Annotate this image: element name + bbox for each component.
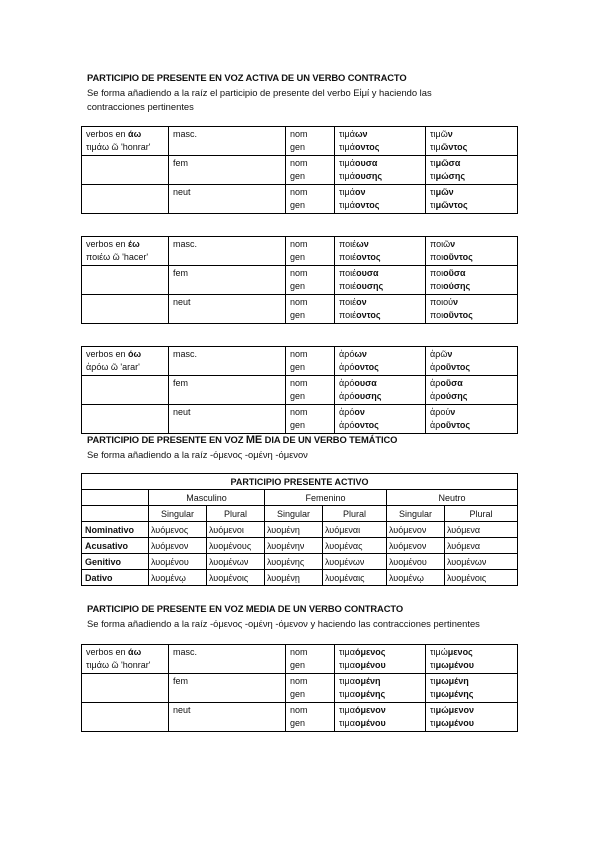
cell-text: gen <box>290 689 306 699</box>
cell-text: τι <box>430 171 436 181</box>
cell-text: ἀρό <box>339 378 355 388</box>
number-header: Plural <box>323 506 387 522</box>
description-line: Se forma añadiendo a la raíz el participio de presente del verbo Εἰμί y haciendo las <box>87 87 432 98</box>
gender-cell <box>169 347 286 376</box>
cell-text: τιμά <box>339 142 355 152</box>
number-header: Singular <box>149 506 207 522</box>
table-row <box>82 405 518 434</box>
contracted-cell <box>426 405 518 434</box>
cell-text: ποι <box>430 310 444 320</box>
cell-text: οντος <box>354 142 380 152</box>
contracted-cell <box>426 295 518 324</box>
cell-text: όμενος <box>354 647 386 657</box>
section-heading-middle-thematic: PARTICIPIO DE PRESENTE EN VOZ ME DIA DE UN VERBO TEMÁTICO <box>87 434 398 446</box>
cell-text: τι <box>430 200 436 210</box>
contracted-cell <box>426 156 518 185</box>
gender-cell <box>169 295 286 324</box>
form-cell: λυόμενοι <box>207 522 265 538</box>
cell-text: μωμένου <box>435 718 474 728</box>
cell-text: gen <box>290 200 306 210</box>
form-cell: λυομένῃ <box>265 570 323 586</box>
case-cell <box>286 405 335 434</box>
cell-text: masc. <box>173 129 198 139</box>
case-row-nominativo <box>82 522 518 538</box>
cell-text: nom <box>290 407 308 417</box>
cell-text: ούσης <box>443 281 471 291</box>
empty-cell <box>82 703 169 732</box>
cell-text: ποιέ <box>339 239 357 249</box>
case-cell <box>286 674 335 703</box>
cell-text: ουσης <box>354 391 382 401</box>
cell-text: ποιέ <box>339 281 357 291</box>
section-description-middle-contract: Se forma añadiendo a la raíz -όμενος -ομένη -όμενον y haciendo las contracciones pertinentes <box>87 618 480 629</box>
empty-cell <box>82 490 149 506</box>
cell-text: fem <box>173 378 189 388</box>
cell-text: τιμά <box>339 129 355 139</box>
empty-cell <box>82 376 169 405</box>
cell-text: τιμ <box>430 142 441 152</box>
empty-cell <box>82 266 169 295</box>
cell-text: gen <box>290 660 306 670</box>
cell-text: μωμένης <box>435 689 474 699</box>
cell-text: τιμώ <box>430 647 448 657</box>
cell-text: nom <box>290 676 308 686</box>
form-cell: λυομένην <box>265 538 323 554</box>
table-row <box>82 703 518 732</box>
contracted-cell <box>426 376 518 405</box>
number-header: Singular <box>387 506 445 522</box>
form-cell: λυόμενα <box>445 538 518 554</box>
form-cell: λυόμενον <box>387 538 445 554</box>
uncontracted-cell <box>335 237 426 266</box>
cell-text: ν <box>447 129 453 139</box>
verb-class-label <box>86 646 168 659</box>
cell-text: τιμά <box>339 171 355 181</box>
case-label: Nominativo <box>82 522 149 538</box>
cell-text: masc. <box>173 239 198 249</box>
cell-text: nom <box>290 268 308 278</box>
cell-text: τι <box>430 705 436 715</box>
cell-text: fem <box>173 268 189 278</box>
contracted-cell <box>426 185 518 214</box>
cell-text: τι <box>430 676 436 686</box>
form-cell: λυόμενον <box>149 538 207 554</box>
cell-text: τιμα <box>339 660 355 670</box>
verb-class-label <box>86 238 168 251</box>
cell-text: ων <box>356 239 369 249</box>
cell-text: verbos en <box>86 239 129 249</box>
table-row <box>82 645 518 674</box>
cell-text: nom <box>290 239 308 249</box>
uncontracted-cell <box>335 266 426 295</box>
gender-cell <box>169 156 286 185</box>
gender-cell <box>169 376 286 405</box>
verb-class-cell <box>82 237 169 266</box>
cell-text: τιμῶ <box>430 129 448 139</box>
cell-text: ἀρό <box>339 407 355 417</box>
cell-text: ομένου <box>354 718 386 728</box>
empty-cell <box>82 405 169 434</box>
form-cell: λυόμενον <box>387 522 445 538</box>
number-header: Plural <box>207 506 265 522</box>
cell-text: nom <box>290 129 308 139</box>
gender-cell <box>169 405 286 434</box>
contracted-cell <box>426 703 518 732</box>
number-header-row <box>82 506 518 522</box>
form-cell: λυομένοις <box>445 570 518 586</box>
cell-text: ον <box>354 187 366 197</box>
cell-text: τιμα <box>339 705 355 715</box>
cell-text: ουσης <box>356 281 384 291</box>
number-header: Plural <box>445 506 518 522</box>
form-cell: λυομένων <box>323 554 387 570</box>
table-title-row <box>82 474 518 490</box>
form-cell: λυομένας <box>323 538 387 554</box>
verb-example: τιμάω ῶ 'honrar' <box>86 142 151 152</box>
form-cell: λυόμενα <box>445 522 518 538</box>
cell-text: ποιού <box>430 297 454 307</box>
cell-text: gen <box>290 718 306 728</box>
case-cell <box>286 376 335 405</box>
cell-text: ἀρ <box>430 378 441 388</box>
cell-text: τι <box>430 718 436 728</box>
cell-text: gen <box>290 281 306 291</box>
table-row <box>82 127 518 156</box>
cell-text: ἀρό <box>339 420 355 430</box>
form-cell: λυόμενος <box>149 522 207 538</box>
cell-text: τιμά <box>339 187 355 197</box>
description-line: contracciones pertinentes <box>87 101 194 112</box>
number-header: Singular <box>265 506 323 522</box>
contracted-cell <box>426 237 518 266</box>
uncontracted-cell <box>335 376 426 405</box>
cell-text: ον <box>354 407 365 417</box>
cell-text: οῦντος <box>440 420 471 430</box>
gender-cell <box>169 266 286 295</box>
cell-text: μῶσα <box>435 158 461 168</box>
contract-paradigm-table <box>81 236 518 324</box>
cell-text: τιμα <box>339 647 355 657</box>
cell-text: nom <box>290 349 308 359</box>
cell-text: τιμα <box>339 676 355 686</box>
contracted-cell <box>426 645 518 674</box>
gender-cell <box>169 127 286 156</box>
table-row <box>82 237 518 266</box>
cell-text: neut <box>173 297 191 307</box>
cell-text: τιμα <box>339 689 355 699</box>
case-cell <box>286 156 335 185</box>
uncontracted-cell <box>335 156 426 185</box>
cell-text: ποι <box>430 252 444 262</box>
cell-text: verbos en <box>86 647 129 657</box>
table-row <box>82 185 518 214</box>
cell-text: gen <box>290 310 306 320</box>
verb-example: ἀρόω ῶ 'arar' <box>86 362 140 372</box>
table-row <box>82 376 518 405</box>
empty-cell <box>82 185 169 214</box>
case-label: Dativo <box>82 570 149 586</box>
cell-text: τιμα <box>339 718 355 728</box>
uncontracted-cell <box>335 645 426 674</box>
participle-declension-table <box>81 473 518 586</box>
gender-header: Neutro <box>387 490 518 506</box>
case-cell <box>286 237 335 266</box>
cell-text: ν <box>447 349 453 359</box>
cell-text: ἀρό <box>339 362 355 372</box>
cell-text: οντος <box>354 200 380 210</box>
section-description-active <box>87 86 432 114</box>
cell-text: ποι <box>430 281 444 291</box>
cell-text: άω <box>128 647 142 657</box>
cell-text: μώμενον <box>435 705 474 715</box>
cell-text: ν <box>450 407 456 417</box>
cell-text: ποιέ <box>339 268 357 278</box>
cell-text: neut <box>173 407 191 417</box>
cell-text: ουσης <box>354 171 383 181</box>
form-cell: λυόμεναι <box>323 522 387 538</box>
case-label: Acusativo <box>82 538 149 554</box>
cell-text: ομένης <box>354 689 386 699</box>
section-heading-middle-contract: PARTICIPIO DE PRESENTE EN VOZ MEDIA DE UN VERBO CONTRACTO <box>87 603 404 614</box>
cell-text: οντος <box>356 252 381 262</box>
form-cell: λυομένῳ <box>149 570 207 586</box>
cell-text: οῦσα <box>440 378 463 388</box>
gender-cell <box>169 703 286 732</box>
cell-text: οντος <box>356 310 381 320</box>
form-cell: λυομένη <box>265 522 323 538</box>
cell-text: άω <box>128 129 142 139</box>
uncontracted-cell <box>335 127 426 156</box>
gender-cell <box>169 674 286 703</box>
cell-text: τι <box>430 660 436 670</box>
cell-text: gen <box>290 171 306 181</box>
gender-cell <box>169 645 286 674</box>
cell-text: nom <box>290 158 308 168</box>
cell-text: οῦσα <box>443 268 466 278</box>
cell-text: μωμένου <box>435 660 474 670</box>
cell-text: ἀρῶ <box>430 349 448 359</box>
form-cell: λυομένων <box>207 554 265 570</box>
gender-header: Masculino <box>149 490 265 506</box>
gender-header: Femenino <box>265 490 387 506</box>
empty-cell <box>82 674 169 703</box>
contracted-cell <box>426 266 518 295</box>
cell-text: όω <box>128 349 142 359</box>
empty-cell <box>82 506 149 522</box>
cell-text: neut <box>173 705 191 715</box>
case-row-genitivo <box>82 554 518 570</box>
empty-cell <box>82 156 169 185</box>
case-label: Genitivo <box>82 554 149 570</box>
gender-header-row <box>82 490 518 506</box>
cell-text: ποιέ <box>339 310 357 320</box>
cell-text: ἀρού <box>430 407 451 417</box>
contracted-cell <box>426 347 518 376</box>
form-cell: λυομένοις <box>207 570 265 586</box>
cell-text: ουσα <box>354 378 377 388</box>
cell-text: τι <box>430 187 436 197</box>
case-cell <box>286 703 335 732</box>
cell-text: ουσα <box>356 268 379 278</box>
cell-text: μῶντος <box>435 200 468 210</box>
contract-paradigm-table <box>81 126 518 214</box>
cell-text: όμενον <box>354 705 386 715</box>
uncontracted-cell <box>335 347 426 376</box>
cell-text: οῦντος <box>440 362 471 372</box>
cell-text: τιμά <box>339 200 355 210</box>
cell-text: ἀρ <box>430 420 441 430</box>
cell-text: ομένου <box>354 660 386 670</box>
cell-text: ομένη <box>354 676 381 686</box>
verb-class-cell <box>82 127 169 156</box>
case-cell <box>286 645 335 674</box>
cell-text: nom <box>290 297 308 307</box>
uncontracted-cell <box>335 703 426 732</box>
verb-class-label <box>86 348 168 361</box>
cell-text: fem <box>173 158 189 168</box>
cell-text: gen <box>290 420 306 430</box>
cell-text: τιμά <box>339 158 355 168</box>
section-description-middle-thematic: Se forma añadiendo a la raíz -όμενος -ομένη -όμενον <box>87 449 308 460</box>
table-title: PARTICIPIO PRESENTE ACTIVO <box>82 474 518 490</box>
cell-text: verbos en <box>86 129 129 139</box>
case-cell <box>286 266 335 295</box>
form-cell: λυομένου <box>387 554 445 570</box>
cell-text: ἀρ <box>430 391 441 401</box>
cell-text: έω <box>128 239 140 249</box>
cell-text: masc. <box>173 647 198 657</box>
cell-text: ἀρό <box>339 349 355 359</box>
cell-text: οῦντος <box>443 252 473 262</box>
uncontracted-cell <box>335 295 426 324</box>
form-cell: λυομέναις <box>323 570 387 586</box>
cell-text: nom <box>290 705 308 715</box>
uncontracted-cell <box>335 185 426 214</box>
table-row <box>82 295 518 324</box>
cell-text: μωμένη <box>435 676 469 686</box>
verb-class-cell <box>82 645 169 674</box>
uncontracted-cell <box>335 405 426 434</box>
form-cell: λυομένων <box>445 554 518 570</box>
gender-cell <box>169 185 286 214</box>
form-cell: λυομένῳ <box>387 570 445 586</box>
cell-text: μῶν <box>435 187 454 197</box>
empty-cell <box>82 295 169 324</box>
table-row <box>82 674 518 703</box>
cell-text: gen <box>290 142 306 152</box>
cell-text: ν <box>450 239 456 249</box>
verb-example: ποιέω ῶ 'hacer' <box>86 252 149 262</box>
cell-text: verbos en <box>86 349 129 359</box>
verb-class-cell <box>82 347 169 376</box>
cell-text: οῦντος <box>443 310 473 320</box>
cell-text: μενος <box>447 647 473 657</box>
contract-paradigm-table <box>81 346 518 434</box>
cell-text: τι <box>430 158 436 168</box>
cell-text: ποι <box>430 268 444 278</box>
cell-text: ἀρ <box>430 362 441 372</box>
case-row-acusativo <box>82 538 518 554</box>
cell-text: ποιέ <box>339 297 357 307</box>
form-cell: λυομένης <box>265 554 323 570</box>
table-row <box>82 347 518 376</box>
cell-text: gen <box>290 252 306 262</box>
cell-text: fem <box>173 676 189 686</box>
cell-text: ποιέ <box>339 252 357 262</box>
cell-text: ἀρό <box>339 391 355 401</box>
cell-text: μώσης <box>435 171 466 181</box>
case-cell <box>286 185 335 214</box>
cell-text: gen <box>290 362 306 372</box>
cell-text: ον <box>356 297 367 307</box>
cell-text: nom <box>290 647 308 657</box>
cell-text: ων <box>354 349 367 359</box>
cell-text: ν <box>453 297 459 307</box>
case-row-dativo <box>82 570 518 586</box>
cell-text: τι <box>430 689 436 699</box>
uncontracted-cell <box>335 674 426 703</box>
cell-text: masc. <box>173 349 198 359</box>
contracted-cell <box>426 127 518 156</box>
verb-class-label <box>86 128 168 141</box>
cell-text: ουσα <box>354 158 378 168</box>
contracted-cell <box>426 674 518 703</box>
cell-text: ων <box>354 129 368 139</box>
table-row <box>82 156 518 185</box>
verb-example: τιμάω ῶ 'honrar' <box>86 660 151 670</box>
cell-text: nom <box>290 187 308 197</box>
cell-text: gen <box>290 391 306 401</box>
cell-text: ποιῶ <box>430 239 451 249</box>
case-cell <box>286 347 335 376</box>
case-cell <box>286 295 335 324</box>
cell-text: ούσης <box>440 391 468 401</box>
cell-text: neut <box>173 187 191 197</box>
cell-text: nom <box>290 378 308 388</box>
form-cell: λυομένους <box>207 538 265 554</box>
gender-cell <box>169 237 286 266</box>
cell-text: οντος <box>354 420 379 430</box>
cell-text: ῶντος <box>440 142 468 152</box>
section-heading-active-contract: PARTICIPIO DE PRESENTE EN VOZ ACTIVA DE UN VERBO CONTRACTO <box>87 72 407 83</box>
cell-text: οντος <box>354 362 379 372</box>
form-cell: λυομένου <box>149 554 207 570</box>
case-cell <box>286 127 335 156</box>
contract-paradigm-table <box>81 644 518 732</box>
table-row <box>82 266 518 295</box>
